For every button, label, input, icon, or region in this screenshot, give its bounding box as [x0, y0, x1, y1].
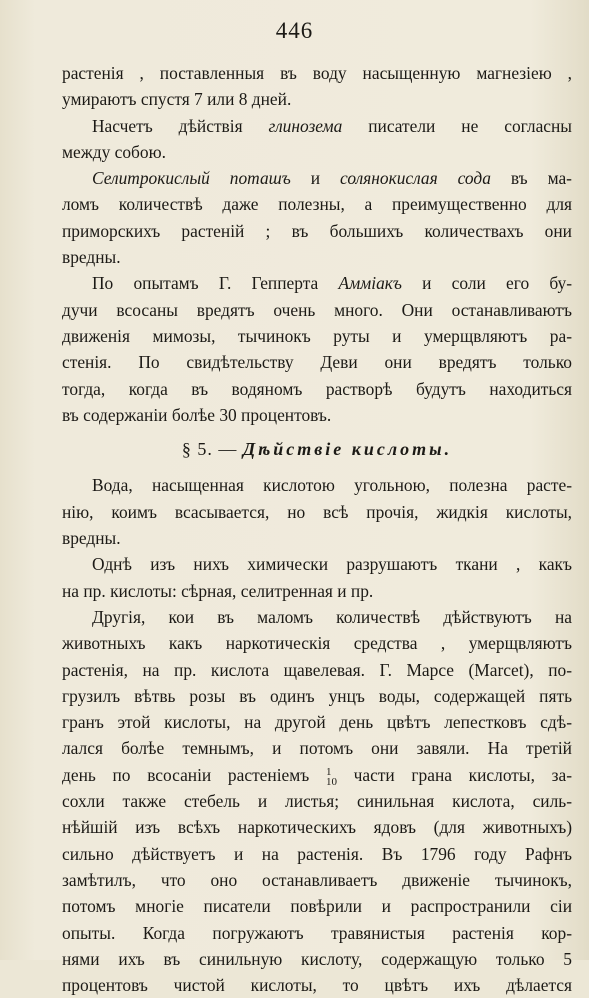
text-line: По опытамъ Г. Гепперта Аммiакъ и соли его бу-	[92, 273, 572, 294]
text-line: потомъ многіе писатели повѣрили и распространили сіи	[62, 896, 572, 917]
text-line: приморскихъ растеній ; въ большихъ количествахъ они	[62, 220, 572, 241]
text-line: нѣйшій изъ всѣхъ наркотическихъ ядовъ (для животныхъ)	[62, 817, 572, 838]
text-line: движенія мимозы, тычинокъ руты и умерщвляютъ ра-	[62, 325, 572, 346]
text-line: нями ихъ въ синильную кислоту, содержащую только 5	[62, 948, 572, 969]
text-line: между собою.	[62, 141, 166, 162]
text-line: вредны.	[62, 528, 121, 549]
italic-term: Аммiакъ	[338, 273, 402, 294]
text-line: нію, коимъ всасывается, но всѣ прочія, жидкія кислоты,	[62, 501, 572, 522]
text-line: опыты. Когда погружаютъ травянистыя растенія кор-	[62, 922, 572, 943]
paragraph	[62, 270, 572, 428]
text-line: Однѣ изъ нихъ химически разрушаютъ ткани , какъ	[92, 554, 572, 575]
paragraph	[62, 604, 572, 998]
text-line: сохли также стебель и листья; синильная кислота, силь-	[62, 791, 572, 812]
paragraph	[62, 113, 572, 166]
text-line: лался болѣе темнымъ, и потомъ они завяли. На третій	[62, 738, 572, 759]
text-line: ломъ количествѣ даже полезны, а преимущественно для	[62, 194, 572, 215]
text-line: животныхъ какъ наркотическія средства , умерщвляютъ	[62, 633, 572, 654]
text-line: гранъ этой кислоты, на другой день цвѣтъ лепестковъ сдѣ-	[62, 712, 572, 733]
text-line: дучи всосаны вредятъ очень много. Они останавливаютъ	[62, 299, 572, 320]
paragraph	[62, 472, 572, 551]
section-title: Дѣйствіе кислоты.	[242, 439, 453, 460]
page-body	[62, 60, 572, 998]
italic-term: солянокислая сода	[340, 168, 491, 189]
text-line: стенія. По свидѣтельству Деви они вредятъ только	[62, 352, 572, 373]
text-line: на пр. кислоты: сѣрная, селитренная и пр.	[62, 580, 374, 601]
text-line: растенія, на пр. кислота щавелевая. Г. Марсе (Marcet), по-	[62, 659, 572, 680]
paragraph	[62, 165, 572, 270]
text-line: грузилъ вѣтвь розы въ одинъ унцъ воды, содержащей пять	[62, 685, 572, 706]
text-line: Насчетъ дѣйствія глинозема писатели не согласны	[92, 115, 572, 136]
section-number: § 5. —	[181, 439, 243, 460]
text-line: умираютъ спустя 7 или 8 дней.	[62, 89, 292, 110]
text-line: тогда, когда въ водяномъ растворѣ будутъ находиться	[62, 378, 572, 399]
text-line: растенія , поставленныя въ воду насыщенную магнезіею ,	[62, 63, 572, 83]
paragraph	[62, 551, 572, 604]
text-line: день по всосаніи растеніемъ 1 10 части грана кислоты, за-	[62, 764, 572, 788]
text-line: Вода, насыщенная кислотою угольною, полезна расте-	[92, 475, 572, 496]
text-line: сильно дѣйствуетъ и на растенія. Въ 1796 году Рафнъ	[62, 843, 572, 864]
text-line: Другія, кои въ маломъ количествѣ дѣйствуютъ на	[92, 606, 572, 627]
page-number: 446	[275, 18, 314, 43]
text-line: процентовъ чистой кислоты, то цвѣтъ ихъ дѣлается	[62, 975, 572, 996]
text-line: Селитрокислый поташъ и солянокислая сода въ ма-	[92, 168, 572, 189]
italic-term: Селитрокислый поташъ	[92, 168, 291, 189]
text-line: вредны.	[62, 247, 121, 268]
fraction	[326, 767, 337, 787]
fraction-denominator: 10	[325, 775, 337, 788]
italic-term: глинозема	[268, 115, 343, 136]
paragraph	[62, 60, 572, 113]
text-line: замѣтилъ, что оно останавливаетъ движеніе тычинокъ,	[62, 869, 572, 890]
text-line: въ содержаніи болѣе 30 процентовъ.	[62, 404, 332, 425]
section-heading	[62, 436, 572, 462]
fraction-numerator: 1	[325, 765, 332, 778]
